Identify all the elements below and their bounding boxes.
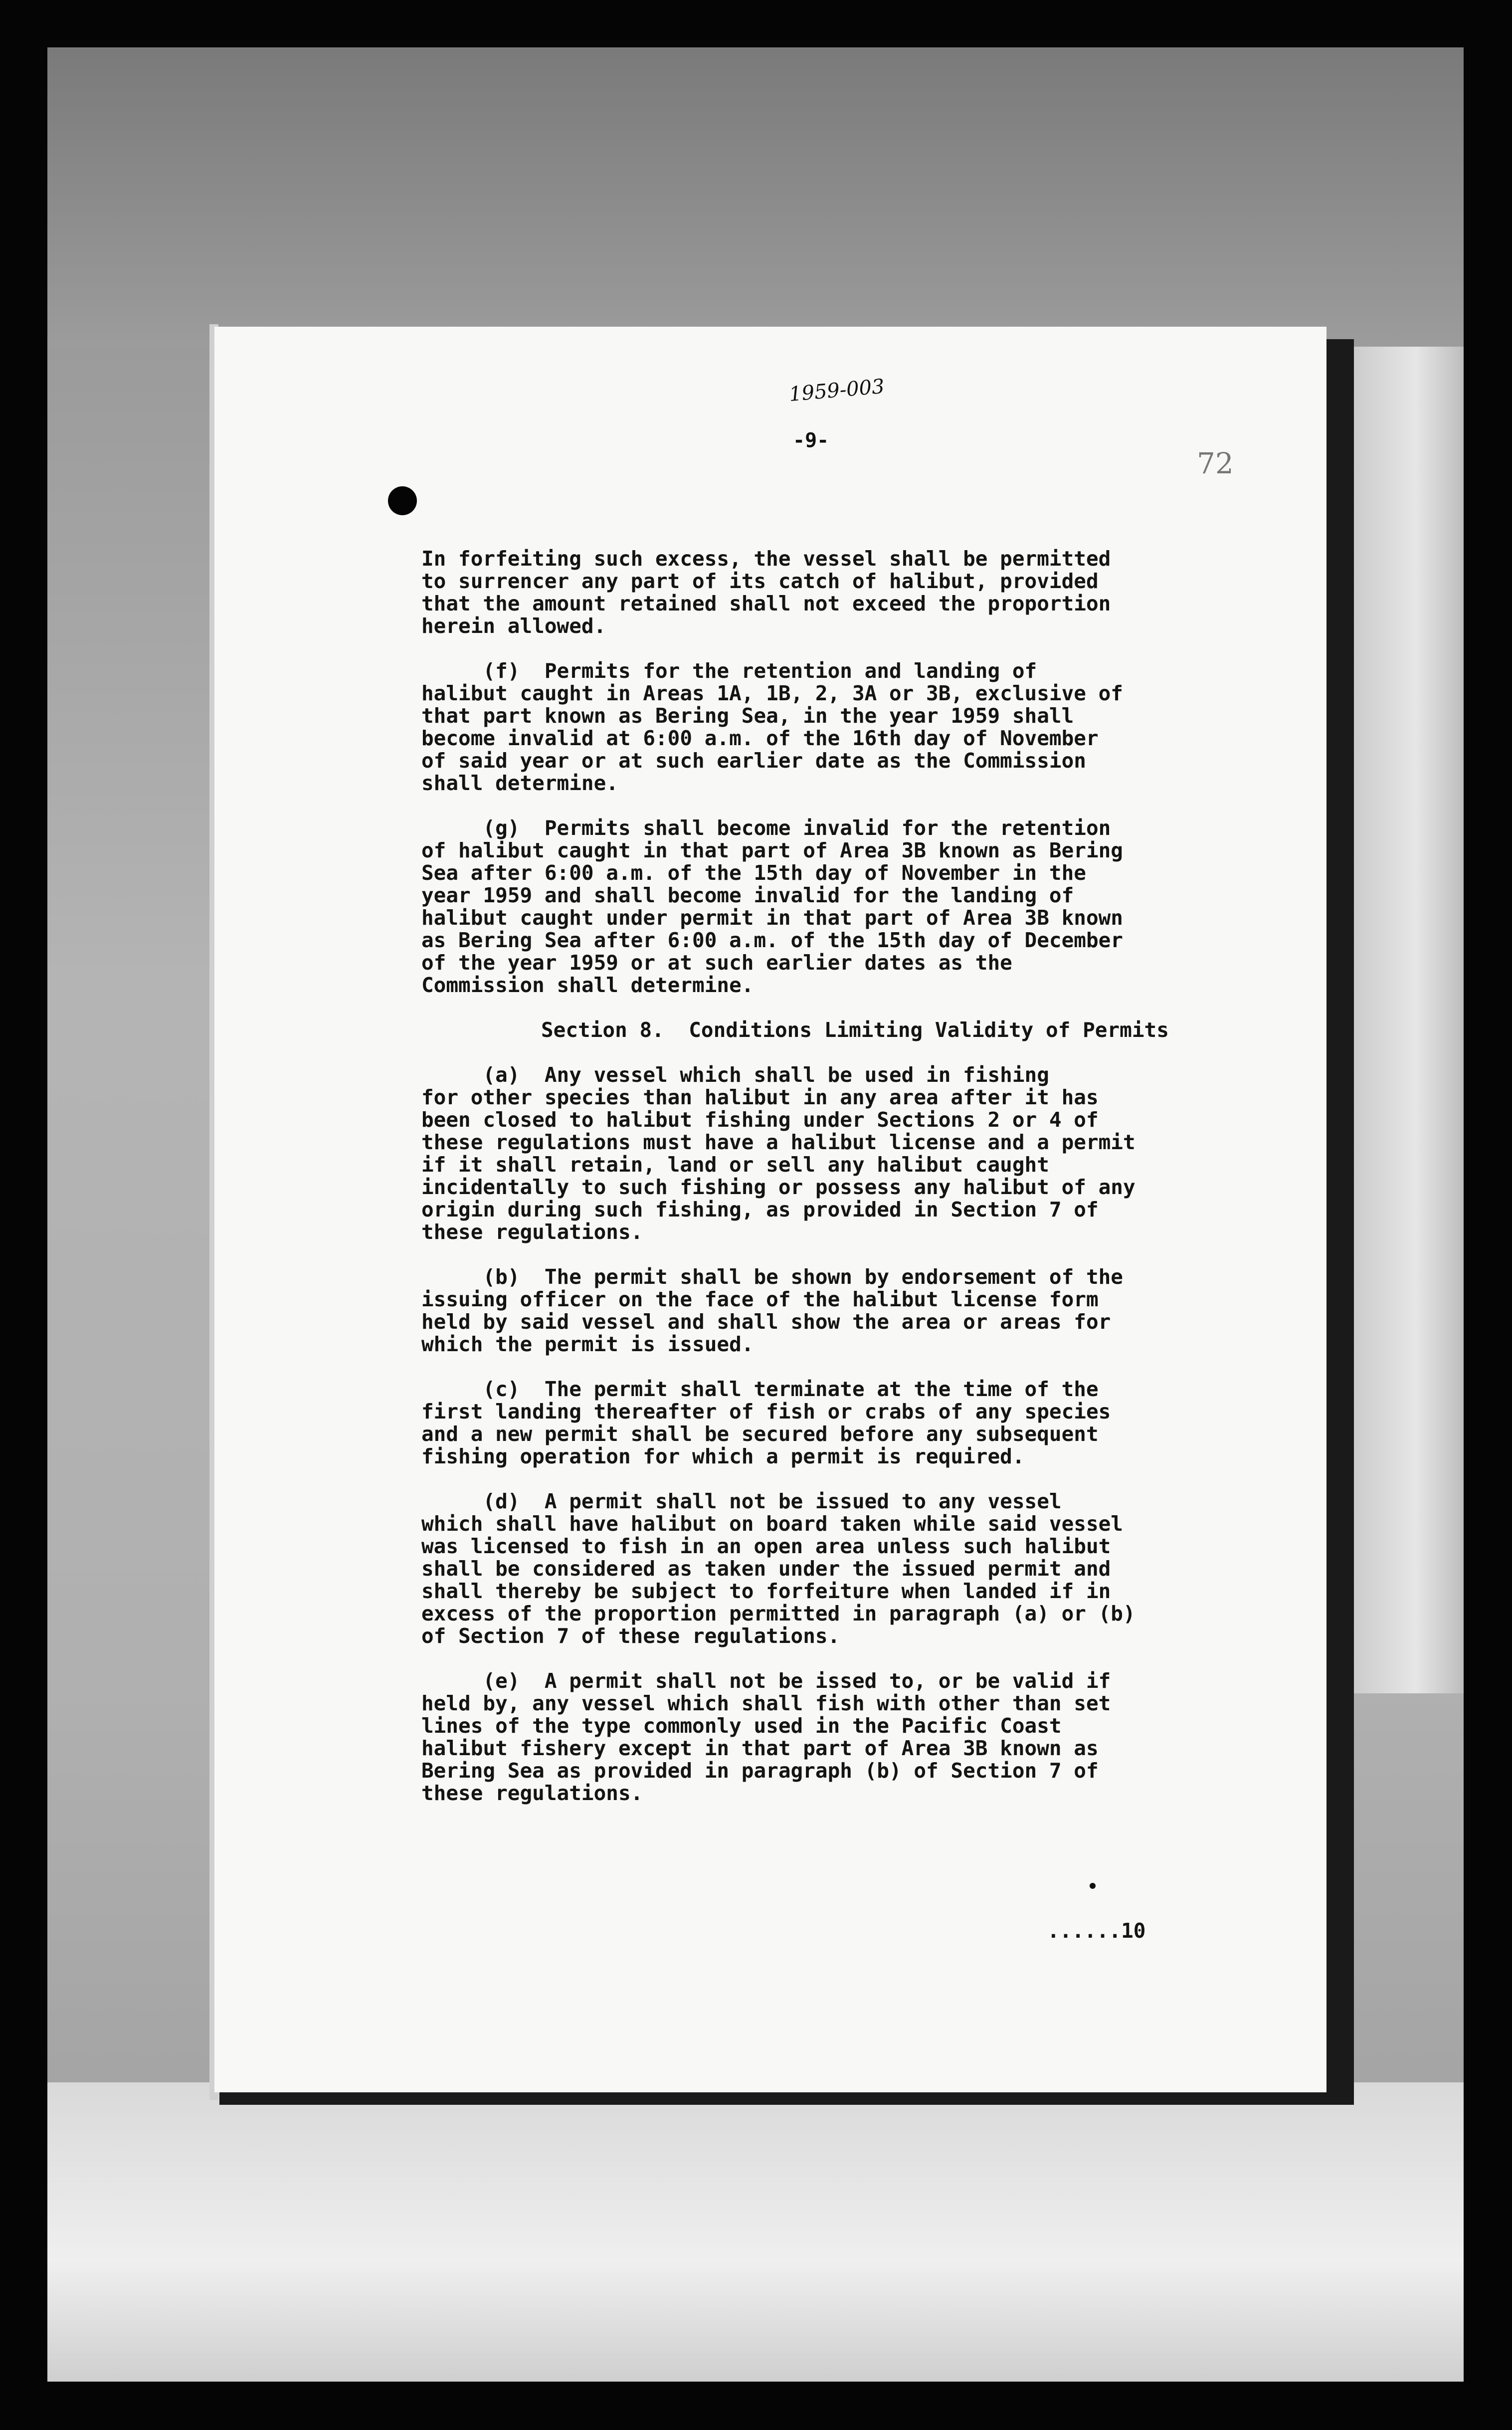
- paragraph-e: (e) A permit shall not be issed to, or be valid if held by, any vessel which shall fish with other than set lines of the type commonly used in the Pacific Coast halibut fishery except in that part of Area 3B known as Bering Sea as provided in paragraph (b) of Section 7 of these regulations.: [421, 1669, 1111, 1805]
- background-sheet-right: [1344, 347, 1464, 1693]
- paragraph-d: (d) A permit shall not be issued to any vessel which shall have halibut on board taken while said vessel was licensed to fish in an open area unless such halibut shall be considered as taken under the issued permit and shall thereby be subject to forfeiture when landed if in excess of the proportion permitted in paragraph (a) or (b) of Section 7 of these regulations.: [421, 1489, 1135, 1648]
- continuation-marker: ......10: [1047, 1919, 1146, 1943]
- paragraph-b: (b) The permit shall be shown by endorsement of the issuing officer on the face of the halibut license form held by said vessel and shall show the area or areas for which the permit is issued.: [421, 1265, 1123, 1356]
- document-body: [421, 548, 1219, 1827]
- paragraph-g: (g) Permits shall become invalid for the retention of halibut caught in that part of Area 3B known as Bering Sea after 6:00 a.m. of the 15th day of November in the year 1959 and shall become invalid for the landing of halibut caught under permit in that part of Area 3B known as Bering Sea after 6:00 a.m. of the 15th day of December of the year 1959 or at such earlier dates as the Commission shall determine.: [421, 816, 1123, 997]
- paragraph-forfeiting: In forfeiting such excess, the vessel shall be permitted to surrencer any part of its catch of halibut, provided that the amount retained shall not exceed the proportion herein allowed.: [421, 547, 1111, 638]
- paragraph-f: (f) Permits for the retention and landing of halibut caught in Areas 1A, 1B, 2, 3A or 3B, exclusive of that part known as Bering Sea, in the year 1959 shall become invalid at 6:00 a.m. of the 16th day of November of said year or at such earlier date as the Commission shall determine.: [421, 659, 1123, 795]
- background-sheet-top: [47, 47, 1464, 347]
- page-number: -9-: [793, 429, 829, 452]
- background-sheet-bottom: [47, 2082, 1464, 2382]
- handwritten-annotation: 1959-003: [788, 375, 886, 406]
- ink-dot: [1090, 1883, 1096, 1889]
- archive-stamp-number: 72: [1197, 446, 1234, 480]
- section-heading: Section 8. Conditions Limiting Validity of Permits: [541, 1018, 1169, 1042]
- paragraph-a: (a) Any vessel which shall be used in fishing for other species than halibut in any area after it has been closed to halibut fishing under Sections 2 or 4 of these regulations must have a halibut license and a permit if it shall retain, land or sell any halibut caught incidentally to such fishing or possess any halibut of any origin during such fishing, as provided in Section 7 of these regulations.: [421, 1063, 1135, 1244]
- paragraph-c: (c) The permit shall terminate at the time of the first landing thereafter of fish or crabs of any species and a new permit shall be secured before any subsequent fishing operation for which a permit is required.: [421, 1377, 1111, 1468]
- punch-hole: [388, 486, 417, 515]
